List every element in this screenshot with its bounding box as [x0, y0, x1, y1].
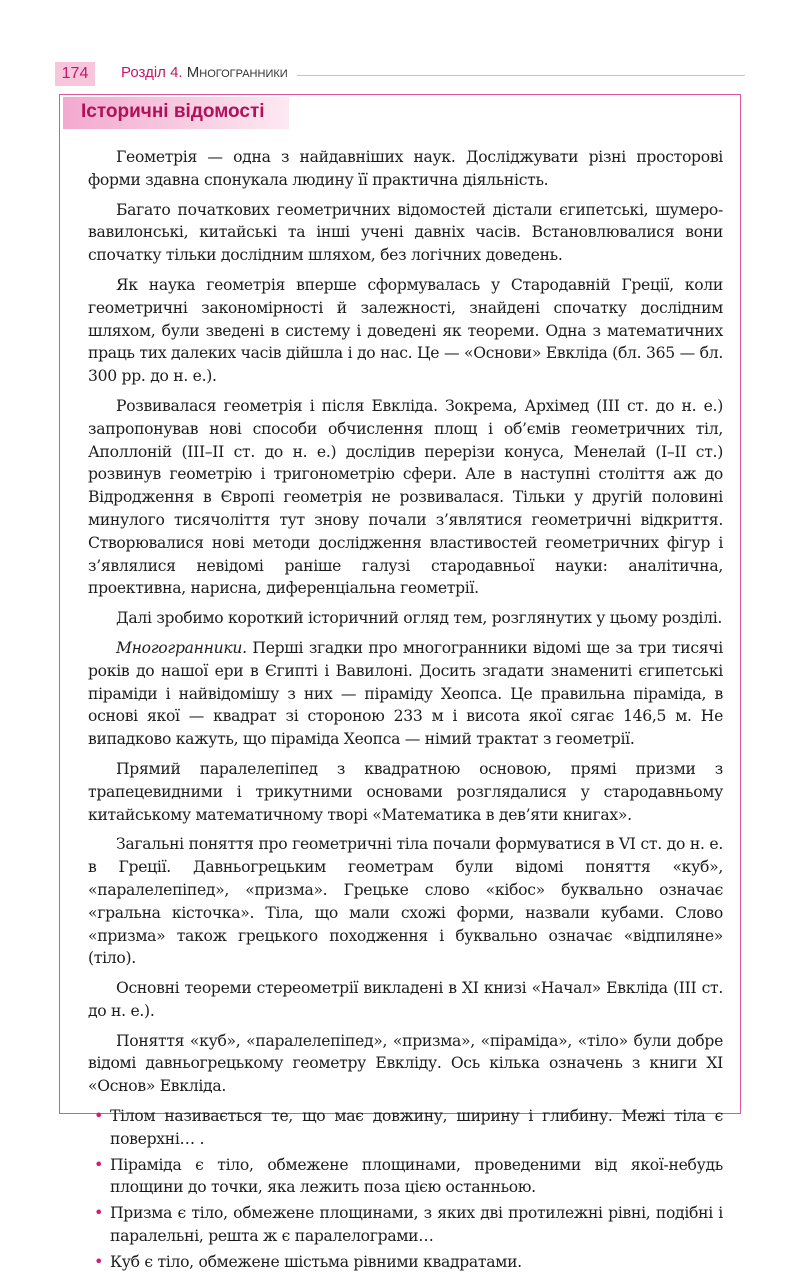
header-divider	[297, 75, 745, 76]
polyhedra-lead: Многогранники.	[116, 638, 247, 657]
paragraph: Поняття «куб», «паралелепіпед», «призма», «піраміда», «тіло» були добре відомі давньогрецькому геометру Евкліду. Ось кілька означень з книги XI «Основ» Евкліда.	[88, 1031, 723, 1096]
list-item: • Куб є тіло, обмежене шістьма рівними квадратами.	[110, 1251, 723, 1274]
paragraph: Прямий паралелепіпед з квадратною основою, прямі призми з трапецевидними і трикутними основами розглядалися у стародавньому китайському математичному творі «Математика в дев’яти книгах».	[88, 759, 723, 824]
paragraph: Розвивалася геометрія і після Евкліда. Зокрема, Архімед (III ст. до н. е.) запропонував нові способи обчислення площ і об’ємів геометричних тіл, Аполлоній (III–II ст. до н. е.) дослідив перерізи конуса, Менелай (I–II ст.) розвинув геометрію і тригонометрію сфери. Але в наступні століття аж до Відродження в Європі геометрія не розвивалася. Тільки у другій половині минулого тисячоліття тут знову почали з’являтися геометричні відкриття. Створювалися нові методи дослідження властивостей геометричних фігур і з’являлися невідомі раніше галузі стародавньої науки: аналітична, проективна, нарисна, диференціальна геометрії.	[88, 396, 723, 598]
bullet-icon: •	[94, 1203, 104, 1223]
paragraph: Основні теореми стереометрії викладені в XI книзі «Начал» Евкліда (III ст. до н. е.).	[88, 979, 723, 1020]
polyhedra-text: Перші згадки про многогранники відомі ще за три тисячі років до нашої ери в Єгипті і Вавилоні. Досить згадати знамениті єгипетські піраміди і найвідомішу з них — піраміду Хеопса. Це правильна піраміда, в основі якої — квадрат зі стороною 233 м і висота якої сягає 146,5 м. Не випадково кажуть, що піраміда Хеопса — німий трактат з геометрії.	[88, 638, 723, 749]
paragraph: Геометрія — одна з найдавніших наук. Досліджувати різні просторові форми здавна спонукала людину її практична діяльність.	[88, 148, 723, 189]
paragraph: Багато початкових геометричних відомостей дістали єгипетські, шумеро-вавилонські, китайські та інші учені давніх часів. Встановлювалися вони спочатку тільки дослідним шляхом, без логічних доведень.	[88, 200, 723, 265]
paragraph: Далі зробимо короткий історичний огляд тем, розглянутих у цьому розділі.	[116, 609, 723, 628]
definitions-list	[88, 1105, 723, 1274]
paragraph-polyhedra	[88, 637, 723, 751]
page-number: 174	[55, 62, 95, 86]
list-item: • Піраміда є тіло, обмежене площинами, проведеними від якої-небудь площини до точки, яка лежить поза цією останньою.	[94, 1154, 723, 1197]
section-title: Історичні відомості	[81, 101, 265, 122]
bullet-icon: •	[94, 1251, 104, 1271]
chapter-name: Многогранники	[186, 64, 288, 81]
paragraph: Як наука геометрія вперше сформувалась у Стародавній Греції, коли геометричні закономірності й залежності, знайдені спочатку дослідним шляхом, були зведені в систему і доведені як теореми. Одна з математичних праць тих далеких часів дійшла і до нас. Це — «Основи» Евкліда (бл. 365 — бл. 300 рр. до н. е.).	[88, 275, 723, 386]
list-item: • Тілом називається те, що має довжину, ширину і глибину. Межі тіла є поверхні… .	[94, 1106, 723, 1148]
bullet-icon: •	[94, 1154, 104, 1174]
chapter-heading	[121, 64, 288, 81]
section-tab	[63, 97, 289, 129]
paragraph: Загальні поняття про геометричні тіла почали формуватися в VI ст. до н. е. в Греції. Давньогрецьким геометрам були відомі поняття «куб», «паралелепіпед», «призма». Грецьке слово «кібос» буквально означає «гральна кісточка». Тіла, що мали схожі форми, назвали кубами. Слово «призма» також грецького походження і буквально означає «відпиляне» (тіло).	[88, 835, 723, 968]
page-header	[55, 62, 745, 88]
chapter-prefix: Розділ 4.	[121, 64, 183, 81]
list-item: • Призма є тіло, обмежене площинами, з яких дві протилежні рівні, подібні і паралельні, решта ж є паралелограми…	[94, 1203, 723, 1246]
bullet-icon: •	[94, 1106, 104, 1126]
section-body	[88, 146, 723, 1277]
